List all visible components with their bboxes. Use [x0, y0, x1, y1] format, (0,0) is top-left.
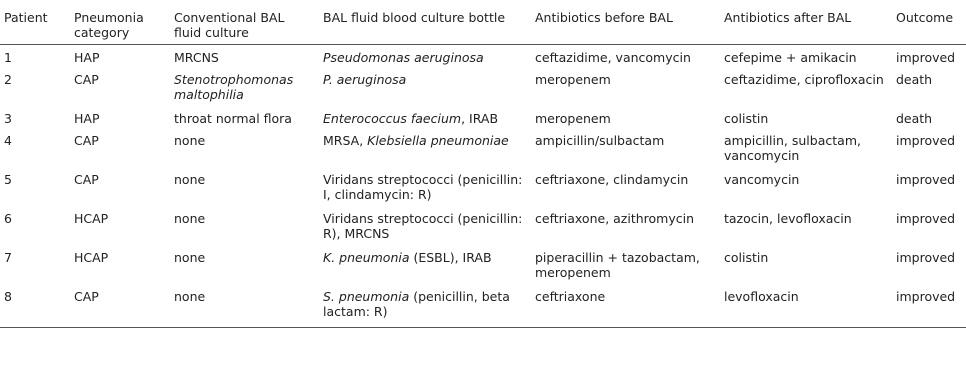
cell-outcome: improved: [896, 50, 956, 65]
cell-after: ceftazidime, ciprofloxacin: [724, 72, 884, 87]
table-row: [0, 45, 966, 70]
cell-patient: 7: [4, 250, 12, 265]
cell-after: cefepime + amikacin: [724, 50, 857, 65]
cell-bottle: [319, 130, 531, 169]
cell-patient: 5: [4, 172, 12, 187]
results-table: [0, 9, 966, 328]
organism-note: , IRAB: [461, 111, 499, 126]
cell-patient: 2: [4, 72, 12, 87]
cell-outcome: improved: [896, 172, 956, 187]
table-row: [0, 108, 966, 130]
organism-italic: P. aeruginosa: [323, 72, 407, 87]
organism-italic: Stenotrophomonas maltophilia: [174, 72, 294, 102]
cell-after: colistin: [724, 250, 769, 265]
cell-after: colistin: [724, 111, 769, 126]
cell-before: ampicillin/sulbactam: [535, 133, 665, 148]
cell-bottle: Viridans streptococci (penicillin: I, clindamycin: R): [323, 172, 523, 202]
organism-note: (ESBL), IRAB: [409, 250, 492, 265]
cell-bottle: Viridans streptococci (penicillin: R), MRCNS: [323, 211, 523, 241]
header-outcome: Outcome: [892, 9, 966, 45]
cell-patient: 8: [0, 286, 70, 328]
table-row: [0, 169, 966, 208]
header-patient: Patient: [0, 9, 70, 45]
cell-category: CAP: [74, 72, 99, 87]
cell-before: ceftriaxone, clindamycin: [535, 172, 689, 187]
cell-conventional: none: [170, 286, 319, 328]
cell-category: HAP: [74, 111, 100, 126]
cell-patient: 6: [4, 211, 12, 226]
cell-before: ceftriaxone: [531, 286, 720, 328]
organism-prefix: MRSA,: [323, 133, 368, 148]
cell-after: ampicillin, sulbactam, vancomycin: [724, 133, 861, 163]
cell-bottle: [319, 45, 531, 70]
cell-after: tazocin, levofloxacin: [724, 211, 852, 226]
cell-outcome: improved: [892, 286, 966, 328]
table-row: [0, 208, 966, 247]
organism-italic: K. pneumonia: [323, 250, 410, 265]
header-antibiotics-after: Antibiotics after BAL: [720, 9, 892, 45]
header-antibiotics-before: Antibiotics before BAL: [531, 9, 720, 45]
header-conventional-culture: Conventional BAL fluid culture: [170, 9, 319, 45]
cell-bottle: [319, 286, 531, 328]
cell-outcome: death: [896, 72, 933, 87]
cell-conventional: MRCNS: [174, 50, 219, 65]
cell-after: vancomycin: [724, 172, 800, 187]
organism-note: (penicillin, beta lactam: R): [323, 289, 510, 319]
cell-category: CAP: [70, 286, 170, 328]
cell-category: CAP: [74, 133, 99, 148]
cell-conventional: none: [174, 133, 206, 148]
cell-patient: 4: [4, 133, 12, 148]
cell-category: CAP: [74, 172, 99, 187]
organism-italic: S. pneumonia: [323, 289, 410, 304]
header-row: [0, 9, 966, 45]
cell-conventional: throat normal flora: [174, 111, 292, 126]
cell-bottle: [319, 69, 531, 108]
cell-outcome: death: [896, 111, 933, 126]
cell-category: HCAP: [74, 211, 109, 226]
table-row: [0, 130, 966, 169]
cell-outcome: improved: [896, 133, 956, 148]
cell-before: ceftazidime, vancomycin: [535, 50, 691, 65]
cell-outcome: improved: [896, 250, 956, 265]
cell-conventional: none: [174, 172, 206, 187]
organism-italic: Pseudomonas aeruginosa: [323, 50, 484, 65]
table-row: [0, 286, 966, 328]
table-row: [0, 247, 966, 286]
header-blood-culture-bottle: BAL fluid blood culture bottle: [319, 9, 531, 45]
cell-patient: 3: [4, 111, 12, 126]
cell-category: HAP: [74, 50, 100, 65]
cell-before: ceftriaxone, azithromycin: [535, 211, 695, 226]
header-pneumonia-category: Pneumonia category: [70, 9, 170, 45]
cell-conventional: [170, 69, 319, 108]
cell-bottle: [319, 108, 531, 130]
cell-conventional: none: [174, 211, 206, 226]
cell-before: meropenem: [535, 72, 611, 87]
organism-italic: Enterococcus faecium: [323, 111, 462, 126]
cell-patient: 1: [4, 50, 12, 65]
cell-after: levofloxacin: [720, 286, 892, 328]
organism-italic: Klebsiella pneumoniae: [367, 133, 509, 148]
cell-conventional: none: [174, 250, 206, 265]
cell-before: meropenem: [535, 111, 611, 126]
cell-before: piperacillin + tazobactam, meropenem: [535, 250, 700, 280]
cell-outcome: improved: [896, 211, 956, 226]
table-row: [0, 69, 966, 108]
cell-category: HCAP: [74, 250, 109, 265]
cell-bottle: [319, 247, 531, 286]
